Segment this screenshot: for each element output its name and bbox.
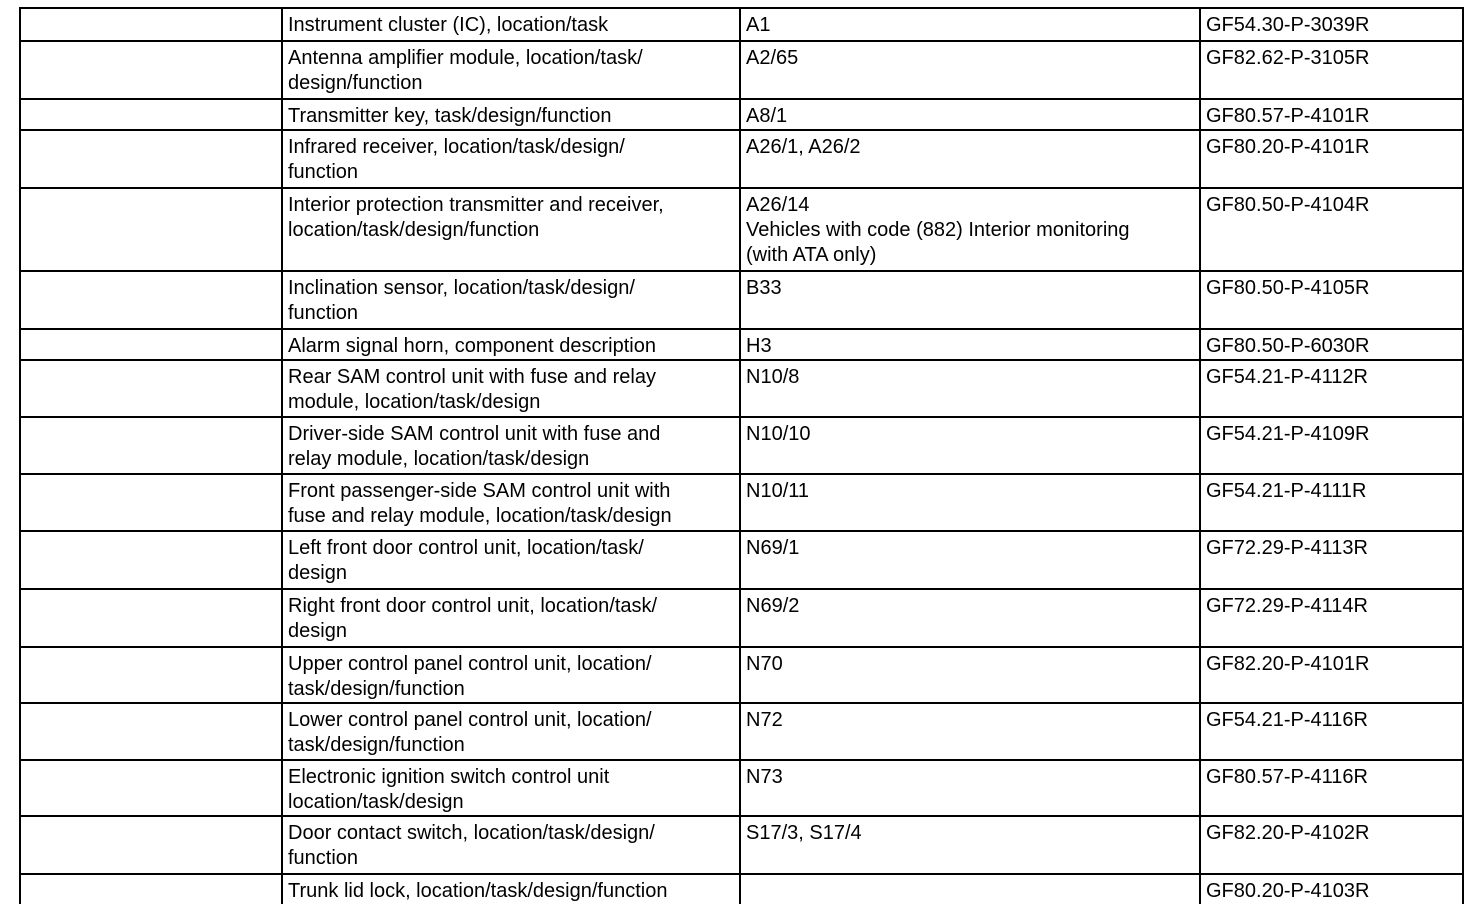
document-number-cell: GF80.57-P-4101R <box>1200 99 1463 130</box>
description-cell: Lower control panel control unit, location/ task/design/function <box>282 703 740 760</box>
description-cell: Transmitter key, task/design/function <box>282 99 740 130</box>
description-cell: Alarm signal horn, component description <box>282 329 740 360</box>
document-number-cell: GF54.21-P-4116R <box>1200 703 1463 760</box>
component-code-cell: A26/1, A26/2 <box>740 130 1200 188</box>
component-code-cell: N73 <box>740 760 1200 816</box>
component-code-cell: H3 <box>740 329 1200 360</box>
table-row <box>20 130 1463 188</box>
blank-cell <box>20 474 282 531</box>
component-code-cell: A2/65 <box>740 41 1200 99</box>
document-number-cell: GF54.21-P-4111R <box>1200 474 1463 531</box>
blank-cell <box>20 760 282 816</box>
component-code-cell: A1 <box>740 8 1200 41</box>
component-code-cell: B33 <box>740 271 1200 329</box>
table-row <box>20 589 1463 647</box>
description-cell: Antenna amplifier module, location/task/ design/function <box>282 41 740 99</box>
component-code-cell <box>740 874 1200 904</box>
component-code-cell: A26/14 Vehicles with code (882) Interior monitoring (with ATA only) <box>740 188 1200 271</box>
description-cell: Trunk lid lock, location/task/design/function <box>282 874 740 904</box>
description-cell: Instrument cluster (IC), location/task <box>282 8 740 41</box>
description-cell: Interior protection transmitter and receiver, location/task/design/function <box>282 188 740 271</box>
document-number-cell: GF80.50-P-4104R <box>1200 188 1463 271</box>
blank-cell <box>20 99 282 130</box>
table-row <box>20 474 1463 531</box>
table-row <box>20 417 1463 474</box>
table-row <box>20 8 1463 41</box>
blank-cell <box>20 703 282 760</box>
component-code-cell: N10/11 <box>740 474 1200 531</box>
blank-cell <box>20 417 282 474</box>
blank-cell <box>20 130 282 188</box>
component-code-cell: A8/1 <box>740 99 1200 130</box>
document-number-cell: GF54.30-P-3039R <box>1200 8 1463 41</box>
table-row <box>20 874 1463 904</box>
component-code-cell: N69/1 <box>740 531 1200 589</box>
document-number-cell: GF82.20-P-4101R <box>1200 647 1463 703</box>
document-number-cell: GF82.62-P-3105R <box>1200 41 1463 99</box>
document-number-cell: GF80.50-P-6030R <box>1200 329 1463 360</box>
blank-cell <box>20 41 282 99</box>
blank-cell <box>20 589 282 647</box>
table-row <box>20 329 1463 360</box>
table-body <box>20 8 1463 904</box>
document-number-cell: GF54.21-P-4112R <box>1200 360 1463 417</box>
table-row <box>20 41 1463 99</box>
table-row <box>20 816 1463 874</box>
component-code-cell: N70 <box>740 647 1200 703</box>
blank-cell <box>20 360 282 417</box>
document-number-cell: GF80.20-P-4101R <box>1200 130 1463 188</box>
table-row <box>20 99 1463 130</box>
document-number-cell: GF80.50-P-4105R <box>1200 271 1463 329</box>
description-cell: Front passenger-side SAM control unit with fuse and relay module, location/task/design <box>282 474 740 531</box>
table-row <box>20 188 1463 271</box>
description-cell: Left front door control unit, location/task/ design <box>282 531 740 589</box>
description-cell: Right front door control unit, location/task/ design <box>282 589 740 647</box>
description-cell: Inclination sensor, location/task/design/ function <box>282 271 740 329</box>
blank-cell <box>20 271 282 329</box>
blank-cell <box>20 531 282 589</box>
blank-cell <box>20 647 282 703</box>
document-number-cell: GF54.21-P-4109R <box>1200 417 1463 474</box>
document-number-cell: GF80.20-P-4103R <box>1200 874 1463 904</box>
table-row <box>20 360 1463 417</box>
blank-cell <box>20 8 282 41</box>
description-cell: Infrared receiver, location/task/design/ function <box>282 130 740 188</box>
document-number-cell: GF80.57-P-4116R <box>1200 760 1463 816</box>
component-code-cell: N69/2 <box>740 589 1200 647</box>
table-row <box>20 760 1463 816</box>
component-code-cell: N10/10 <box>740 417 1200 474</box>
description-cell: Door contact switch, location/task/design/ function <box>282 816 740 874</box>
component-reference-table <box>19 7 1464 904</box>
blank-cell <box>20 816 282 874</box>
component-code-cell: N10/8 <box>740 360 1200 417</box>
table-row <box>20 531 1463 589</box>
table-row <box>20 647 1463 703</box>
blank-cell <box>20 874 282 904</box>
description-cell: Upper control panel control unit, location/ task/design/function <box>282 647 740 703</box>
document-number-cell: GF72.29-P-4113R <box>1200 531 1463 589</box>
blank-cell <box>20 329 282 360</box>
component-code-cell: S17/3, S17/4 <box>740 816 1200 874</box>
description-cell: Rear SAM control unit with fuse and relay module, location/task/design <box>282 360 740 417</box>
document-number-cell: GF72.29-P-4114R <box>1200 589 1463 647</box>
description-cell: Electronic ignition switch control unit location/task/design <box>282 760 740 816</box>
table-row <box>20 703 1463 760</box>
description-cell: Driver-side SAM control unit with fuse and relay module, location/task/design <box>282 417 740 474</box>
component-code-cell: N72 <box>740 703 1200 760</box>
document-number-cell: GF82.20-P-4102R <box>1200 816 1463 874</box>
blank-cell <box>20 188 282 271</box>
table-row <box>20 271 1463 329</box>
